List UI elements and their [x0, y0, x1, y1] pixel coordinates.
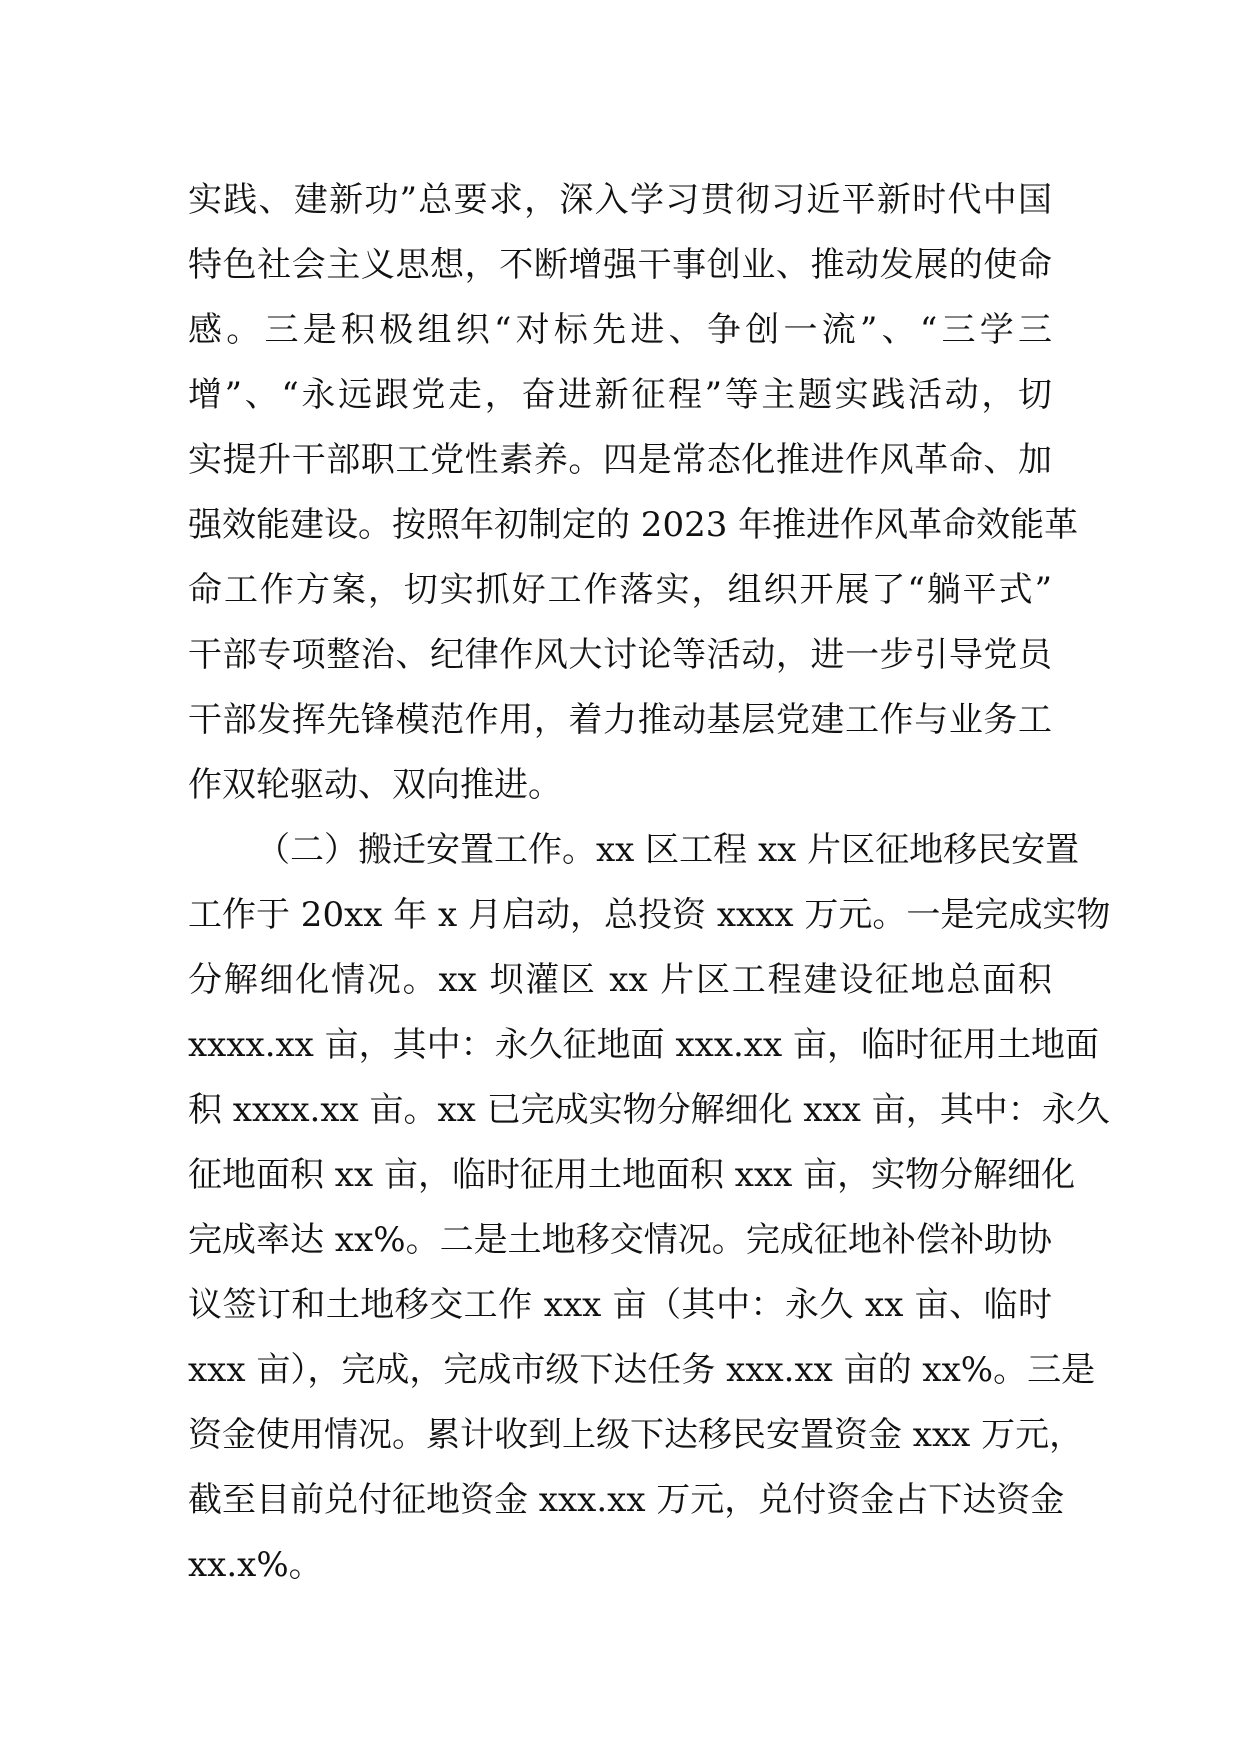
text-line: xxxx.xx 亩，其中：永久征地面 xxx.xx 亩，临时征用土地面 [188, 1025, 1099, 1065]
text-line: xxx 亩），完成，完成市级下达任务 xxx.xx 亩的 xx%。三是 [188, 1350, 1096, 1390]
text-line: 分解细化情况。xx 坝灌区 xx 片区工程建设征地总面积 [188, 960, 1052, 1000]
paragraph-relocation-work [188, 818, 1111, 1598]
text-line: xx.x%。 [188, 1545, 323, 1585]
text-line: 强效能建设。按照年初制定的 2023 年推进作风革命效能革 [188, 505, 1079, 545]
text-line: 命工作方案，切实抓好工作落实，组织开展了“躺平式” [188, 570, 1052, 610]
text-line: 干部专项整治、纪律作风大讨论等活动，进一步引导党员 [188, 635, 1052, 675]
text-line: 工作于 20xx 年 x 月启动，总投资 xxxx 万元。一是完成实物 [188, 895, 1111, 935]
text-line: 议签订和土地移交工作 xxx 亩（其中：永久 xx 亩、临时 [188, 1285, 1052, 1325]
text-line: 感。三是积极组织“对标先进、争创一流”、“三学三 [188, 310, 1052, 350]
text-line: 完成率达 xx%。二是土地移交情况。完成征地补偿补助协 [188, 1220, 1052, 1260]
text-line: 征地面积 xx 亩，临时征用土地面积 xxx 亩，实物分解细化 [188, 1155, 1076, 1195]
text-line: 积 xxxx.xx 亩。xx 已完成实物分解细化 xxx 亩，其中：永久 [188, 1090, 1110, 1130]
paragraph-party-building-continued [188, 168, 1079, 818]
section-heading-line: （二）搬迁安置工作。xx 区工程 xx 片区征地移民安置 [256, 830, 1080, 870]
text-line: 特色社会主义思想，不断增强干事创业、推动发展的使命 [188, 245, 1052, 285]
text-line: 资金使用情况。累计收到上级下达移民安置资金 xxx 万元， [188, 1415, 1084, 1455]
text-line: 增”、“永远跟党走，奋进新征程”等主题实践活动，切 [188, 375, 1052, 415]
text-line: 作双轮驱动、双向推进。 [188, 765, 562, 805]
text-line: 实践、建新功”总要求，深入学习贯彻习近平新时代中国 [188, 180, 1052, 220]
text-line: 截至目前兑付征地资金 xxx.xx 万元，兑付资金占下达资金 [188, 1480, 1065, 1520]
text-line: 干部发挥先锋模范作用，着力推动基层党建工作与业务工 [188, 700, 1052, 740]
text-line: 实提升干部职工党性素养。四是常态化推进作风革命、加 [188, 440, 1052, 480]
document-body [188, 168, 1111, 1598]
